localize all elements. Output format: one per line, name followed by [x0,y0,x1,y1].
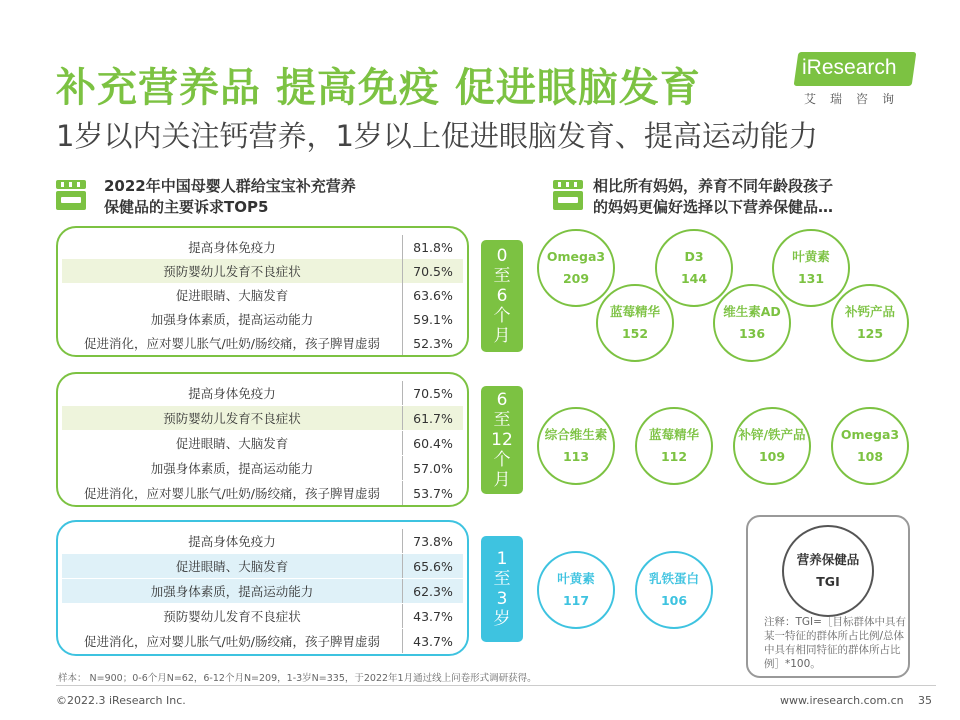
table-row [62,283,463,307]
copyright: ©2022.3 iResearch Inc. [56,694,186,707]
left-section-title-line2: 保健品的主要诉求TOP5 [104,198,269,216]
row-label: 预防婴幼儿发育不良症状 [163,264,301,279]
logo-cn-text: 艾瑞咨询 [804,92,909,106]
row-value: 65.6% [413,558,453,574]
bubble-d3-0-6 [655,229,733,307]
row-value: 52.3% [413,335,453,351]
bubble-value: 209 [562,271,590,286]
row-value: 81.8% [413,239,453,255]
row-label: 提高身体免疫力 [188,386,276,401]
page-subtitle: 1岁以内关注钙营养，1岁以上促进眼脑发育、提高运动能力 [56,119,818,153]
row-value: 62.3% [413,583,453,599]
bubble-name: 蓝莓精华 [648,427,699,442]
table-row [62,456,463,480]
age-label-text: 1至3岁 [493,549,511,629]
tgi-circle [782,525,874,617]
tgi-note: 注释：TGI=［目标群体中具有某一特征的群体所占比例/总体中具有相同特征的群体所占比例］*100。 [764,616,906,670]
logo-text: iResearch [802,56,897,79]
bubble-blueberry-0-6 [596,284,674,362]
bubble-value: 152 [621,326,649,341]
row-value: 60.4% [413,435,453,451]
bubble-name: 蓝莓精华 [609,304,660,319]
table-row [62,604,463,628]
table-row [62,259,463,283]
bubble-blueberry-6-12 [635,407,713,485]
age-label-0-6 [481,240,523,352]
bubble-calcium-0-6 [831,284,909,362]
table-row [62,629,463,653]
row-value: 70.5% [413,263,453,279]
age-label-text: 6至12个月 [491,390,513,490]
table-row [62,307,463,331]
bubble-multivitamin-6-12 [537,407,615,485]
row-value: 61.7% [413,410,453,426]
bubble-name: 叶黄素 [792,249,830,264]
row-label: 加强身体素质，提高运动能力 [150,461,314,476]
group-1-3-years [56,520,469,656]
bubble-name: 乳铁蛋白 [648,571,699,586]
bubble-value: 109 [758,449,786,464]
table-row [62,529,463,553]
bubble-name: 补钙产品 [844,304,895,319]
row-value: 70.5% [413,385,453,401]
bubble-lutein-1-3 [537,551,615,629]
bubble-name: D3 [684,249,704,264]
left-section-title-line1: 2022年中国母婴人群给宝宝补充营养 [104,177,356,195]
row-value: 63.6% [413,287,453,303]
bubble-name: 叶黄素 [557,571,595,586]
row-label: 促进消化，应对婴儿胀气/吐奶/肠绞痛，孩子脾胃虚弱 [84,336,380,351]
group-0-6-months [56,226,469,357]
row-label: 加强身体素质，提高运动能力 [150,312,314,327]
row-label: 预防婴幼儿发育不良症状 [163,411,301,426]
right-section-title-line2: 的妈妈更偏好选择以下营养保健品… [593,198,834,216]
row-label: 促进眼睛、大脑发育 [175,288,289,303]
bubble-name: 维生素AD [723,304,781,319]
left-section-title [104,176,356,218]
row-label: 加强身体素质，提高运动能力 [150,584,314,599]
table-row [62,381,463,405]
chart-box-icon [553,180,583,210]
age-label-6-12 [481,386,523,494]
table-row [62,579,463,603]
tgi-label: TGI [816,574,840,589]
right-section-title [593,176,833,218]
row-value: 73.8% [413,533,453,549]
bubble-value: 117 [562,593,590,608]
bubble-value: 108 [856,449,884,464]
bubble-value: 136 [738,326,766,341]
age-label-text: 0至6个月 [493,246,511,346]
row-value: 57.0% [413,460,453,476]
bubble-value: 125 [856,326,884,341]
bubble-lutein-0-6 [772,229,850,307]
row-value: 53.7% [413,485,453,501]
bubble-lactoferrin-1-3 [635,551,713,629]
bubble-omega3-0-6 [537,229,615,307]
footer-divider [56,685,936,686]
row-label: 促进眼睛、大脑发育 [175,436,289,451]
table-row [62,481,463,505]
chart-box-icon [56,180,86,210]
table-row [62,431,463,455]
row-label: 提高身体免疫力 [188,534,276,549]
row-label: 提高身体免疫力 [188,240,276,255]
bubble-vitamin-ad-0-6 [713,284,791,362]
right-section-title-line1: 相比所有妈妈，养育不同年龄段孩子 [593,177,834,195]
row-value: 59.1% [413,311,453,327]
table-row [62,554,463,578]
row-label: 促进消化，应对婴儿胀气/吐奶/肠绞痛，孩子脾胃虚弱 [84,634,380,649]
bubble-name: 综合维生素 [544,427,608,442]
bubble-value: 112 [660,449,688,464]
table-row [62,406,463,430]
tgi-name: 营养保健品 [796,552,860,567]
bubble-name: Omega3 [546,249,606,264]
row-value: 43.7% [413,633,453,649]
page-title: 补充营养品 提高免疫 促进眼脑发育 [56,65,701,111]
age-label-1-3 [481,536,523,642]
bubble-zinc-iron-6-12 [733,407,811,485]
table-row [62,235,463,259]
row-label: 促进消化，应对婴儿胀气/吐奶/肠绞痛，孩子脾胃虚弱 [84,486,380,501]
tgi-legend [746,515,910,678]
table-row [62,331,463,355]
bubble-value: 144 [680,271,708,286]
sample-note: 样本： N=900；0-6个月N=62，6-12个月N=209，1-3岁N=335，于2022年1月通过线上问卷形式调研获得。 [58,673,537,684]
bubble-omega3-6-12 [831,407,909,485]
bubble-name: Omega3 [840,427,900,442]
website-link[interactable]: www.iresearch.com.cn [780,694,904,707]
bubble-value: 131 [797,271,825,286]
row-value: 43.7% [413,608,453,624]
bubble-value: 106 [660,593,688,608]
iresearch-logo [790,52,920,112]
row-label: 促进眼睛、大脑发育 [175,559,289,574]
page-number: 35 [918,694,932,707]
bubble-name: 补锌/铁产品 [738,427,806,442]
row-label: 预防婴幼儿发育不良症状 [163,609,301,624]
bubble-value: 113 [562,449,590,464]
group-6-12-months [56,372,469,507]
